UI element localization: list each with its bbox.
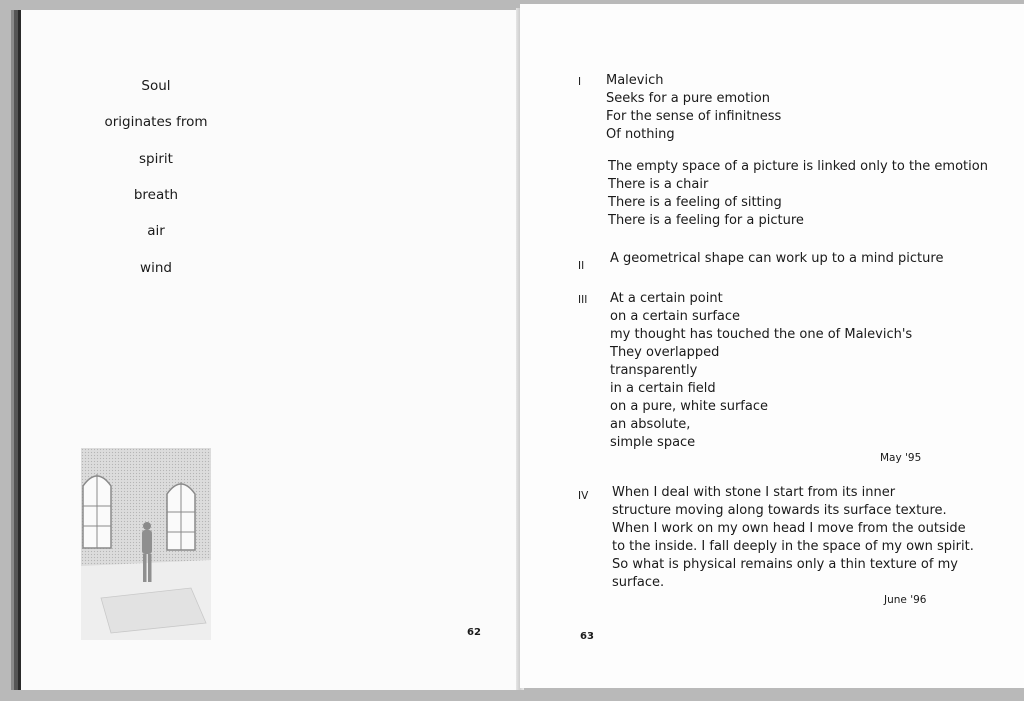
text-line: A geometrical shape can work up to a mind picture (610, 251, 944, 266)
section-numeral-3: III (578, 294, 588, 306)
text-line: on a pure, white surface (610, 399, 768, 414)
text-line: So what is physical remains only a thin texture of my (612, 557, 958, 572)
text-line: on a certain surface (610, 309, 741, 324)
section-4-text (612, 484, 974, 592)
gallery-room-illustration (81, 448, 211, 640)
text-line: to the inside. I fall deeply in the space of my own spirit. (612, 539, 974, 554)
text-line: The empty space of a picture is linked only to the emotion (608, 159, 988, 174)
section-1-stanza-2 (608, 158, 988, 230)
left-page (18, 10, 523, 690)
text-line: When I deal with stone I start from its inner (612, 485, 896, 500)
text-line: They overlapped (610, 345, 720, 360)
text-line: When I work on my own head I move from the outside (612, 521, 966, 536)
page-number-left: 62 (467, 627, 481, 638)
poem-word-spirit: spirit (139, 151, 173, 167)
section-3-text (610, 290, 912, 452)
poem-word-wind: wind (140, 260, 172, 276)
text-line: At a certain point (610, 291, 723, 306)
gallery-photo (81, 448, 211, 640)
text-line: For the sense of infinitness (606, 109, 782, 124)
poem-word-originates: originates from (104, 114, 208, 130)
right-page (520, 4, 1024, 688)
section-2-text (610, 250, 943, 268)
text-line: my thought has touched the one of Malevich's (610, 327, 913, 342)
text-line: surface. (612, 575, 665, 590)
section-numeral-1: I (578, 76, 582, 88)
poem-word-soul: Soul (141, 78, 171, 94)
text-line: in a certain field (610, 381, 716, 396)
text-line: Of nothing (606, 127, 675, 142)
page-number-right: 63 (580, 631, 594, 642)
text-line: transparently (610, 363, 698, 378)
poem-word-breath: breath (133, 187, 179, 203)
section-numeral-2: II (578, 260, 585, 272)
text-line: There is a feeling for a picture (608, 213, 804, 228)
text-line: structure moving along towards its surface texture. (612, 503, 947, 518)
text-line: Malevich (606, 73, 664, 88)
date-june-96: June '96 (884, 594, 927, 606)
text-line: simple space (610, 435, 696, 450)
date-may-95: May '95 (880, 452, 922, 464)
text-line: Seeks for a pure emotion (606, 91, 770, 106)
text-line: an absolute, (610, 417, 691, 432)
text-line: There is a feeling of sitting (608, 195, 782, 210)
section-numeral-4: IV (578, 490, 589, 502)
poem-word-air: air (147, 223, 165, 239)
text-line: There is a chair (608, 177, 709, 192)
section-1-stanza-1 (606, 72, 781, 144)
